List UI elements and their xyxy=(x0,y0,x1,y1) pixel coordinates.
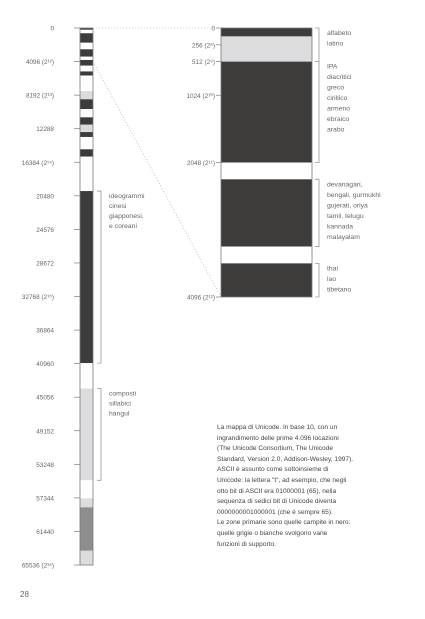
group-label: cirillico xyxy=(327,95,348,103)
code-block xyxy=(80,71,93,75)
caption-line: sequenza di sedici bit di Unicode diventa xyxy=(217,498,337,506)
code-block xyxy=(80,498,93,507)
tick-label: 16384 (2¹⁴) xyxy=(21,159,54,167)
tick-label: 65536 (2¹⁶) xyxy=(21,562,54,570)
tick-label: 24576 xyxy=(36,226,54,234)
code-block xyxy=(80,125,93,132)
tick-label: 36864 xyxy=(36,327,54,335)
caption-line: ingrandimento delle prime 4.096 locazioni xyxy=(217,434,339,442)
group-label: ideogrammi xyxy=(109,193,145,201)
code-block xyxy=(80,99,93,109)
tick-label: 0 xyxy=(50,25,54,33)
tick-label: 1024 (2¹⁰) xyxy=(186,92,215,100)
group-bracket xyxy=(315,179,319,246)
code-block xyxy=(221,247,312,264)
caption-line: funzioni di supporto. xyxy=(217,540,277,548)
code-block xyxy=(80,157,93,191)
group-label: sillabici xyxy=(109,400,131,408)
group-label: devanagari, xyxy=(327,181,363,189)
group-label: tibetano xyxy=(327,286,352,294)
code-block xyxy=(80,109,93,117)
group-label: arabo xyxy=(327,126,345,134)
code-block xyxy=(80,76,93,92)
group-bracket xyxy=(97,191,101,363)
tick-label: 8192 (2¹³) xyxy=(25,92,54,100)
group-label: tamil, telugu xyxy=(327,212,364,220)
tick-label: 512 (2⁹) xyxy=(192,59,215,67)
tick-label: 49152 xyxy=(36,428,54,436)
code-block xyxy=(80,66,93,72)
tick-label: 20480 xyxy=(36,193,54,201)
group-label: greco xyxy=(327,84,345,92)
group-label: alfabeto xyxy=(327,30,352,37)
code-block xyxy=(80,363,93,388)
group-bracket xyxy=(97,389,101,481)
group-label: giapponesi, xyxy=(109,213,144,221)
code-block xyxy=(80,149,93,156)
group-bracket xyxy=(315,28,319,62)
code-block xyxy=(221,62,312,163)
group-label: ebraico xyxy=(327,116,350,124)
code-block xyxy=(221,28,312,36)
magnified-column xyxy=(221,28,312,297)
code-block xyxy=(80,30,93,33)
group-bracket xyxy=(315,62,319,163)
caption-line: Standard, Version 2.0, Addison-Wesley, 1997). xyxy=(217,455,354,463)
code-block xyxy=(80,137,93,149)
code-block xyxy=(80,57,93,60)
code-block xyxy=(80,91,93,99)
group-label: cinesi xyxy=(109,203,127,211)
caption-line: Unicode: la lettera "t", ad esempio, che negli xyxy=(217,476,347,484)
code-block xyxy=(80,33,93,43)
code-block xyxy=(80,132,93,137)
tick-label: 57344 xyxy=(36,495,54,503)
caption-line: La mappa di Unicode. In base 10, con un xyxy=(217,424,338,431)
caption xyxy=(217,423,417,550)
tick-label: 0 xyxy=(211,25,215,33)
caption-line: Le zone primarie sono quelle campite in nero: xyxy=(217,519,351,527)
tick-label: 32768 (2¹⁵) xyxy=(21,294,54,301)
code-block xyxy=(80,49,93,56)
code-block xyxy=(80,117,93,124)
code-block xyxy=(221,36,312,61)
tick-label: 4096 (2¹²) xyxy=(25,59,54,67)
caption-line: otto bit di ASCII era 01000001 (65), nella xyxy=(217,487,337,495)
tick-label: 4096 (2¹²) xyxy=(186,294,215,302)
tick-label: 53248 xyxy=(36,461,54,469)
group-bracket xyxy=(315,263,319,297)
group-label: armeno xyxy=(327,105,351,113)
code-block xyxy=(221,163,312,180)
full-range-column xyxy=(80,28,93,565)
code-block xyxy=(80,191,93,363)
code-block xyxy=(80,480,93,498)
group-label: malayalam xyxy=(327,233,360,241)
group-label: bengali, gurmukhi xyxy=(327,191,381,199)
code-block xyxy=(80,551,93,565)
group-label: gujerati, oriya xyxy=(327,202,368,210)
caption-line: ASCII è assunto come sottoinsieme di xyxy=(217,466,329,474)
caption-line: 0000000001000001 (che è sempre 65). xyxy=(217,508,333,516)
group-label: kannada xyxy=(327,223,354,231)
tick-label: 2048 (2¹¹) xyxy=(186,160,215,167)
code-block xyxy=(221,263,312,297)
group-label: latino xyxy=(327,40,344,48)
group-label: e coreani xyxy=(109,223,137,231)
tick-label: 12288 xyxy=(36,126,54,134)
group-label: IPA xyxy=(327,63,338,71)
group-label: thai xyxy=(327,265,338,273)
caption-line: quelle grigie o bianche svolgono varie xyxy=(217,529,328,537)
tick-label: 45056 xyxy=(36,394,54,402)
page-number: 28 xyxy=(20,590,29,599)
caption-line: (The Unicode Consortium, The Unicode xyxy=(217,445,334,453)
group-label: lao xyxy=(327,275,337,283)
tick-label: 40960 xyxy=(36,361,54,369)
code-block xyxy=(80,389,93,481)
tick-label: 61440 xyxy=(36,528,54,536)
group-label: composti xyxy=(109,390,137,398)
code-block xyxy=(221,179,312,246)
code-block xyxy=(80,507,93,550)
tick-label: 256 (2⁸) xyxy=(192,42,215,50)
group-label: diacritici xyxy=(327,74,352,82)
code-block xyxy=(80,60,93,66)
code-block xyxy=(80,43,93,50)
tick-label: 28672 xyxy=(36,260,54,268)
group-label: hangul xyxy=(109,410,130,418)
